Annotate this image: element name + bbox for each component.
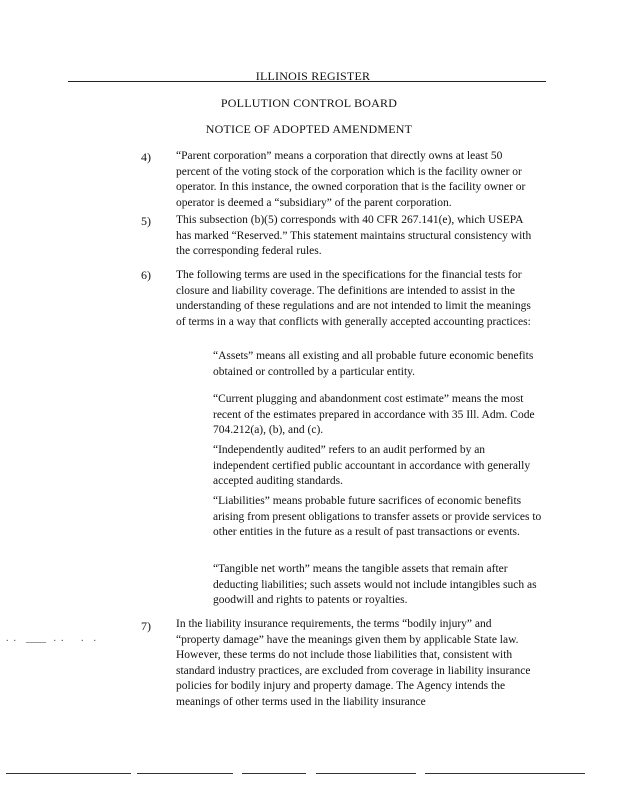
notice-title: NOTICE OF ADOPTED AMENDMENT [205,122,413,136]
footer-rule [316,773,416,774]
footer-rule [6,773,131,774]
definition-independently-audited: “Independently audited” refers to an audit performed by an independent certified public accountant in accordance with generally accepted auditing standards. [213,444,531,487]
footer-rule [242,773,306,774]
footer-rule [137,773,233,774]
definition-liabilities: “Liabilities” means probable future sacrifices of economic benefits arising from present obligations to transfer assets or provide services to other entities in the future as a result of past transactions or events. [213,495,542,538]
margin-mark: . . ____ . . . . [6,633,96,644]
item-text: “Parent corporation” means a corporation that directly owns at least 50 percent of the voting stock of the corporation which is the facility owner or operator. In this instance, the owned corporation that is the facility owner or operator is deemed a “subsidiary” of the parent corporation. [176,150,526,209]
item-number: 4) [141,150,151,164]
definition-assets: “Assets” means all existing and all probable future economic benefits obtained or controlled by a particular entity. [213,350,534,378]
footer-rule [425,773,585,774]
item-number: 7) [141,619,151,633]
item-number: 6) [141,268,151,282]
item-text: The following terms are used in the specifications for the financial tests for closure and liability coverage. The definitions are intended to assist in the understanding of these regulations and are not intended to limit the meanings of terms in a way that conflicts with generally accepted accounting practices: [176,269,531,328]
board-title: POLLUTION CONTROL BOARD [220,96,398,110]
item-number: 5) [141,214,151,228]
item-text: In the liability insurance requirements, the terms “bodily injury” and “property damage” have the meanings given them by applicable State law. However, these terms do not include those liabilities that, consistent with standard industry practices, are excluded from coverage in liability insurance policies for bodily injury and property damage. The Agency intends the meanings of other terms used in the liability insurance [176,618,531,708]
definition-tangible-net-worth: “Tangible net worth” means the tangible assets that remain after deducting liabilities; such assets would not include intangibles such as goodwill and rights to patents or royalties. [213,563,537,606]
item-text: This subsection (b)(5) corresponds with 40 CFR 267.141(e), which USEPA has marked “Reserved.” This statement maintains structural consistency with the corresponding federal rules. [176,214,532,257]
register-title: ILLINOIS REGISTER [255,69,371,83]
definition-cost-estimate: “Current plugging and abandonment cost estimate” means the most recent of the estimates prepared in accordance with 35 Ill. Adm. Code 704.212(a), (b), and (c). [213,393,535,436]
